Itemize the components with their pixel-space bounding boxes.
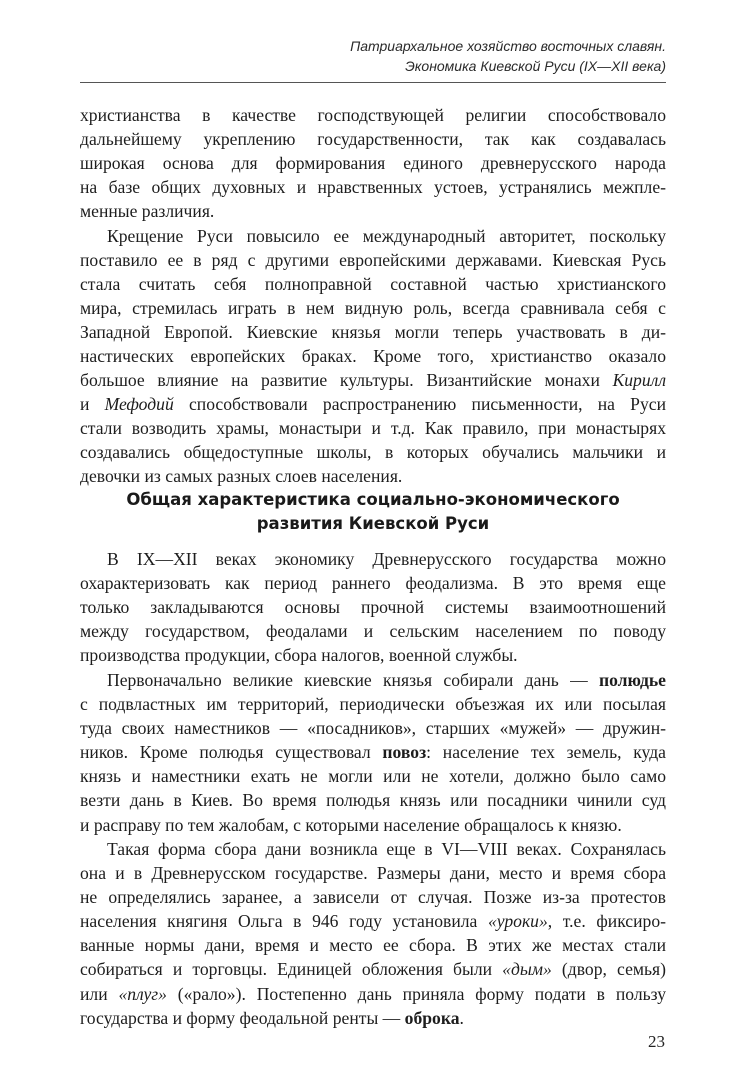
section-title-line-2: развития Киевской Руси <box>256 514 490 533</box>
text-line: девочки из самых разных слоев населения. <box>80 466 403 487</box>
text-line: стала считать себя полноправной составной частью христианского <box>80 273 666 294</box>
text-line: везти дань в Киев. Во время полюдья князь или посадники чинили суд <box>80 790 666 811</box>
text-line: настических европейских браках. Кроме того, христианство оказало <box>80 345 666 366</box>
text-run: способствовали распространению письменности, на Руси <box>173 394 666 415</box>
text-run: : население тех земель, куда <box>426 742 666 763</box>
text-line: охарактеризовать как период раннего феодализма. В это время еще <box>80 573 666 594</box>
text-line: князь и наместники ехать не могли или не хотели, должно было само <box>80 766 666 787</box>
running-head <box>186 36 666 76</box>
page-number: 23 <box>648 1032 665 1051</box>
text-line: производства продукции, сбора налогов, военной службы. <box>80 645 518 666</box>
text-line: она и в Древнерусском государстве. Размеры дани, место и время сбора <box>80 863 666 884</box>
text-run: («рало»). Постепенно дань приняла форму подати в пользу <box>166 983 666 1004</box>
text-run: . <box>459 1007 464 1028</box>
text-line: и расправу по тем жалобам, с которыми население обращалось к князю. <box>80 814 622 835</box>
text-line: мира, стремилась играть в нем видную роль, всегда сравнивала себя с <box>80 297 666 318</box>
text-line: не определялись заранее, а зависели от случая. Позже из-за протестов <box>80 887 666 908</box>
paragraph-early-feudalism <box>80 547 666 667</box>
text-run: и <box>80 394 105 415</box>
text-line <box>80 957 666 981</box>
text-line: с подвластных им территорий, периодически объезжая их или посылая <box>80 694 666 715</box>
text-run: Первоначально великие киевские князья собирали дань — <box>107 670 599 690</box>
term-dym: «дым» <box>502 959 552 980</box>
text-line <box>80 392 666 416</box>
text-run: собираться и торговцы. Единицей обложения были <box>80 959 503 980</box>
text-run: государства и форму феодальной ренты — <box>80 1007 405 1028</box>
term-obrok: оброка <box>404 1007 460 1028</box>
text-line: только закладываются основы прочной системы взаимоотношений <box>80 597 666 618</box>
section-title <box>80 488 666 536</box>
text-line: менные различия. <box>80 201 215 222</box>
name-mefodiy: Мефодий <box>104 394 174 415</box>
term-uroki: «уроки» <box>487 911 548 932</box>
term-plug: «плуг» <box>118 983 167 1004</box>
term-povoz: повоз <box>382 742 427 763</box>
text-run: , т.е. фиксиро- <box>547 911 666 932</box>
text-line: христианства в качестве господствующей религии способствовало <box>80 105 666 125</box>
paragraph-christianity-continuation <box>80 103 666 223</box>
running-head-line-1: Патриархальное хозяйство восточных славян. <box>350 38 666 54</box>
text-line <box>80 982 666 1006</box>
text-line <box>80 368 666 392</box>
text-line: ванные нормы дани, время и место ее сбора. В этих же местах стали <box>80 935 666 956</box>
text-line <box>80 668 666 692</box>
text-run: большое влияние на развитие культуры. Византийские монахи <box>80 370 613 391</box>
text-line: Такая форма сбора дани возникла еще в VI—VIII веках. Сохранялась <box>107 839 666 859</box>
text-line: поставило ее в ряд с другими европейскими державами. Киевская Русь <box>80 249 666 270</box>
text-run: ников. Кроме полюдья существовал <box>80 742 383 763</box>
text-line: В IX—XII веках экономику Древнерусского государства можно <box>107 549 666 569</box>
text-line <box>80 740 666 764</box>
text-line: на базе общих духовных и нравственных устоев, устранялись межпле- <box>80 177 666 198</box>
text-run: (двор, семья) <box>551 959 666 980</box>
text-line: между государством, феодалами и сельским населением по поводу <box>80 621 666 642</box>
text-line: дальнейшему укреплению государственности, так как создавалась <box>80 129 666 150</box>
paragraph-polyudye <box>80 668 666 837</box>
section-title-line-1: Общая характеристика социально-экономического <box>126 490 620 509</box>
name-kirill: Кирилл <box>612 370 666 391</box>
text-line: создавались общедоступные школы, в которых обучались мальчики и <box>80 442 666 463</box>
text-line <box>80 909 666 933</box>
text-line: Крещение Руси повысило ее международный авторитет, поскольку <box>107 225 666 246</box>
text-line: широкая основа для формирования единого древнерусского народа <box>80 153 666 174</box>
paragraph-tribute-forms <box>80 837 666 1030</box>
term-polyudye: полюдье <box>598 670 666 690</box>
text-line <box>80 1006 666 1030</box>
running-head-line-2: Экономика Киевской Руси (IX—XII века) <box>405 58 666 74</box>
text-run: или <box>80 983 119 1004</box>
text-run: населения княгиня Ольга в 946 году установила <box>80 911 488 932</box>
paragraph-baptism-of-rus <box>80 224 666 489</box>
text-line: Западной Европой. Киевские князья могли теперь участвовать в ди- <box>80 321 666 342</box>
header-rule <box>80 82 666 83</box>
text-line: туда своих наместников — «посадников», старших «мужей» — дружин- <box>80 718 666 739</box>
text-line: стали возводить храмы, монастыри и т.д. Как правило, при монастырях <box>80 418 666 439</box>
